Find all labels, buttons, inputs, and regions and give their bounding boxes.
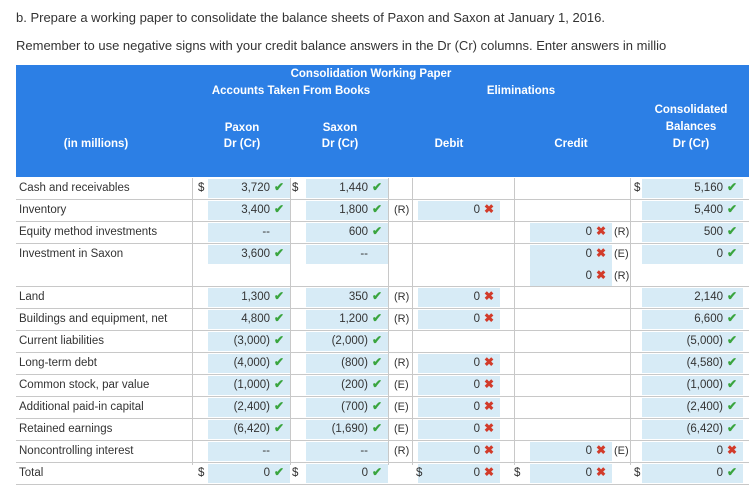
row-label: Equity method investments [19,226,158,238]
cons-value: 0 [716,467,723,479]
row-label: Retained earnings [19,423,113,435]
check-icon: ✔ [274,399,285,413]
cons-value: (2,400) [686,401,723,413]
check-icon: ✔ [274,202,285,216]
credit-value: 0 [585,445,592,457]
table-row [16,353,749,375]
credit-value: 0 [585,248,592,260]
cons-value: (1,000) [686,379,723,391]
cons-value: 0 [716,248,723,260]
cons-value: 0 [716,445,723,457]
instruction-line-1: b. Prepare a working paper to consolidate the balance sheets of Paxon and Saxon at January 1, 2016. [16,10,606,25]
header-band-lower [16,160,749,177]
saxon-value: 600 [348,226,368,238]
saxon-input-cell[interactable] [306,442,388,461]
credit-header: Credit [554,138,588,150]
row-label: Inventory [19,204,67,216]
debit-header: Debit [434,138,464,150]
table-row [16,375,749,397]
saxon-value: -- [360,445,368,457]
table-row [16,419,749,441]
saxon-ref-tag: (R) [394,313,410,325]
paxon-value: 0 [263,467,270,479]
table-row [16,397,749,419]
paxon-header: Paxon [224,122,260,134]
check-icon: ✔ [727,289,738,303]
saxon-ref-tag: (E) [394,379,409,391]
column-divider [630,178,631,465]
dollar-sign: $ [292,467,299,479]
check-icon: ✔ [372,333,383,347]
column-divider [290,178,291,465]
dollar-sign: $ [634,182,641,194]
debit-value: 0 [473,401,480,413]
credit-ref-tag: (R) [614,226,630,238]
cons-value: 500 [703,226,723,238]
saxon-value: 0 [361,467,368,479]
working-paper-title: Consolidation Working Paper [290,68,452,80]
debit-value: 0 [473,204,480,216]
consolidated-header: Consolidated [654,104,728,116]
consolidated-drcr-header: Dr (Cr) [672,138,710,150]
paxon-value: 3,600 [241,248,270,260]
credit-value: 0 [585,270,592,282]
saxon-value: -- [360,248,368,260]
accounts-taken-header: Accounts Taken From Books [211,85,371,97]
check-icon: ✔ [372,421,383,435]
row-label: Noncontrolling interest [19,445,134,457]
paxon-value: (3,000) [233,335,270,347]
dollar-sign: $ [198,467,205,479]
table-row [16,222,749,244]
credit-ref-tag: (R) [614,270,630,282]
saxon-value: (2,000) [331,335,368,347]
paxon-input-cell[interactable] [208,223,290,242]
dollar-sign: $ [198,182,205,194]
saxon-input-cell[interactable] [306,245,388,264]
check-icon: ✔ [274,180,285,194]
check-icon: ✔ [372,399,383,413]
check-icon: ✔ [372,311,383,325]
check-icon: ✔ [372,289,383,303]
cross-icon: ✖ [596,443,607,457]
check-icon: ✔ [274,311,285,325]
saxon-value: 1,200 [339,313,368,325]
column-divider [192,178,193,465]
paxon-value: (1,000) [233,379,270,391]
dollar-sign: $ [292,182,299,194]
check-icon: ✔ [274,333,285,347]
table-row [16,331,749,353]
saxon-ref-tag: (R) [394,291,410,303]
table-row [16,309,749,331]
check-icon: ✔ [727,333,738,347]
debit-value: 0 [473,445,480,457]
cross-icon: ✖ [727,443,738,457]
balances-header: Balances [665,121,717,133]
paxon-value: 4,800 [241,313,270,325]
saxon-value: (800) [341,357,368,369]
table-row [16,200,749,222]
cross-icon: ✖ [484,465,495,479]
column-divider [514,178,515,465]
check-icon: ✔ [727,355,738,369]
row-label: Land [19,291,45,303]
saxon-ref-tag: (E) [394,401,409,413]
cross-icon: ✖ [484,421,495,435]
check-icon: ✔ [727,421,738,435]
paxon-value: (4,000) [233,357,270,369]
check-icon: ✔ [274,289,285,303]
check-icon: ✔ [274,377,285,391]
saxon-ref-tag: (R) [394,357,410,369]
cross-icon: ✖ [484,355,495,369]
table-row [16,178,749,200]
total-row [16,463,749,485]
paxon-value: (2,400) [233,401,270,413]
dollar-sign: $ [416,467,423,479]
paxon-input-cell[interactable] [208,442,290,461]
saxon-value: 1,800 [339,204,368,216]
cons-value: 5,400 [694,204,723,216]
credit-ref-tag: (E) [614,248,629,260]
cross-icon: ✖ [596,246,607,260]
row-label: Common stock, par value [19,379,150,391]
saxon-value: 350 [348,291,368,303]
table-row [16,441,749,463]
dollar-sign: $ [634,467,641,479]
cross-icon: ✖ [596,465,607,479]
saxon-ref-tag: (E) [394,423,409,435]
cross-icon: ✖ [484,202,495,216]
saxon-value: 1,440 [339,182,368,194]
paxon-value: -- [262,445,270,457]
credit-value: 0 [585,467,592,479]
cons-value: 2,140 [694,291,723,303]
row-label: Current liabilities [19,335,105,347]
cons-value: (4,580) [686,357,723,369]
paxon-value: -- [262,226,270,238]
eliminations-header: Eliminations [486,85,556,97]
paxon-value: 3,400 [241,204,270,216]
check-icon: ✔ [372,202,383,216]
row-label: Total [19,467,44,479]
paxon-drcr-header: Dr (Cr) [223,138,261,150]
debit-value: 0 [473,357,480,369]
cross-icon: ✖ [484,399,495,413]
row-label: Cash and receivables [19,182,130,194]
check-icon: ✔ [727,399,738,413]
saxon-ref-tag: (R) [394,204,410,216]
check-icon: ✔ [274,246,285,260]
saxon-drcr-header: Dr (Cr) [321,138,359,150]
paxon-value: 3,720 [241,182,270,194]
saxon-value: (1,690) [331,423,368,435]
debit-value: 0 [473,291,480,303]
check-icon: ✔ [274,421,285,435]
paxon-value: (6,420) [233,423,270,435]
cons-value: (6,420) [686,423,723,435]
debit-value: 0 [473,379,480,391]
check-icon: ✔ [727,465,738,479]
saxon-ref-tag: (R) [394,445,410,457]
check-icon: ✔ [372,224,383,238]
in-millions-header: (in millions) [63,138,129,150]
cross-icon: ✖ [596,224,607,238]
check-icon: ✔ [727,311,738,325]
debit-value: 0 [473,313,480,325]
check-icon: ✔ [727,202,738,216]
check-icon: ✔ [727,180,738,194]
check-icon: ✔ [727,246,738,260]
debit-value: 0 [473,423,480,435]
check-icon: ✔ [274,465,285,479]
check-icon: ✔ [727,224,738,238]
check-icon: ✔ [372,377,383,391]
saxon-header: Saxon [322,122,358,134]
consolidation-working-paper [16,65,749,479]
check-icon: ✔ [274,355,285,369]
cross-icon: ✖ [484,377,495,391]
cross-icon: ✖ [484,443,495,457]
column-divider [412,178,413,465]
check-icon: ✔ [372,355,383,369]
instruction-line-2: Remember to use negative signs with your credit balance answers in the Dr (Cr) columns. Enter answers in millio [16,38,667,53]
credit-value: 0 [585,226,592,238]
row-label: Buildings and equipment, net [19,313,168,325]
row-label: Investment in Saxon [19,248,124,260]
cross-icon: ✖ [596,268,607,282]
debit-value: 0 [473,467,480,479]
row-label: Long-term debt [19,357,97,369]
dollar-sign: $ [514,467,521,479]
cross-icon: ✖ [484,311,495,325]
cons-value: (5,000) [686,335,723,347]
cross-icon: ✖ [484,289,495,303]
paxon-value: 1,300 [241,291,270,303]
cons-value: 6,600 [694,313,723,325]
saxon-value: (700) [341,401,368,413]
check-icon: ✔ [372,180,383,194]
table-row [16,244,749,287]
saxon-value: (200) [341,379,368,391]
row-label: Additional paid-in capital [19,401,144,413]
check-icon: ✔ [727,377,738,391]
column-divider [388,178,389,465]
cons-value: 5,160 [694,182,723,194]
check-icon: ✔ [372,465,383,479]
table-row [16,287,749,309]
credit-ref-tag: (E) [614,445,629,457]
